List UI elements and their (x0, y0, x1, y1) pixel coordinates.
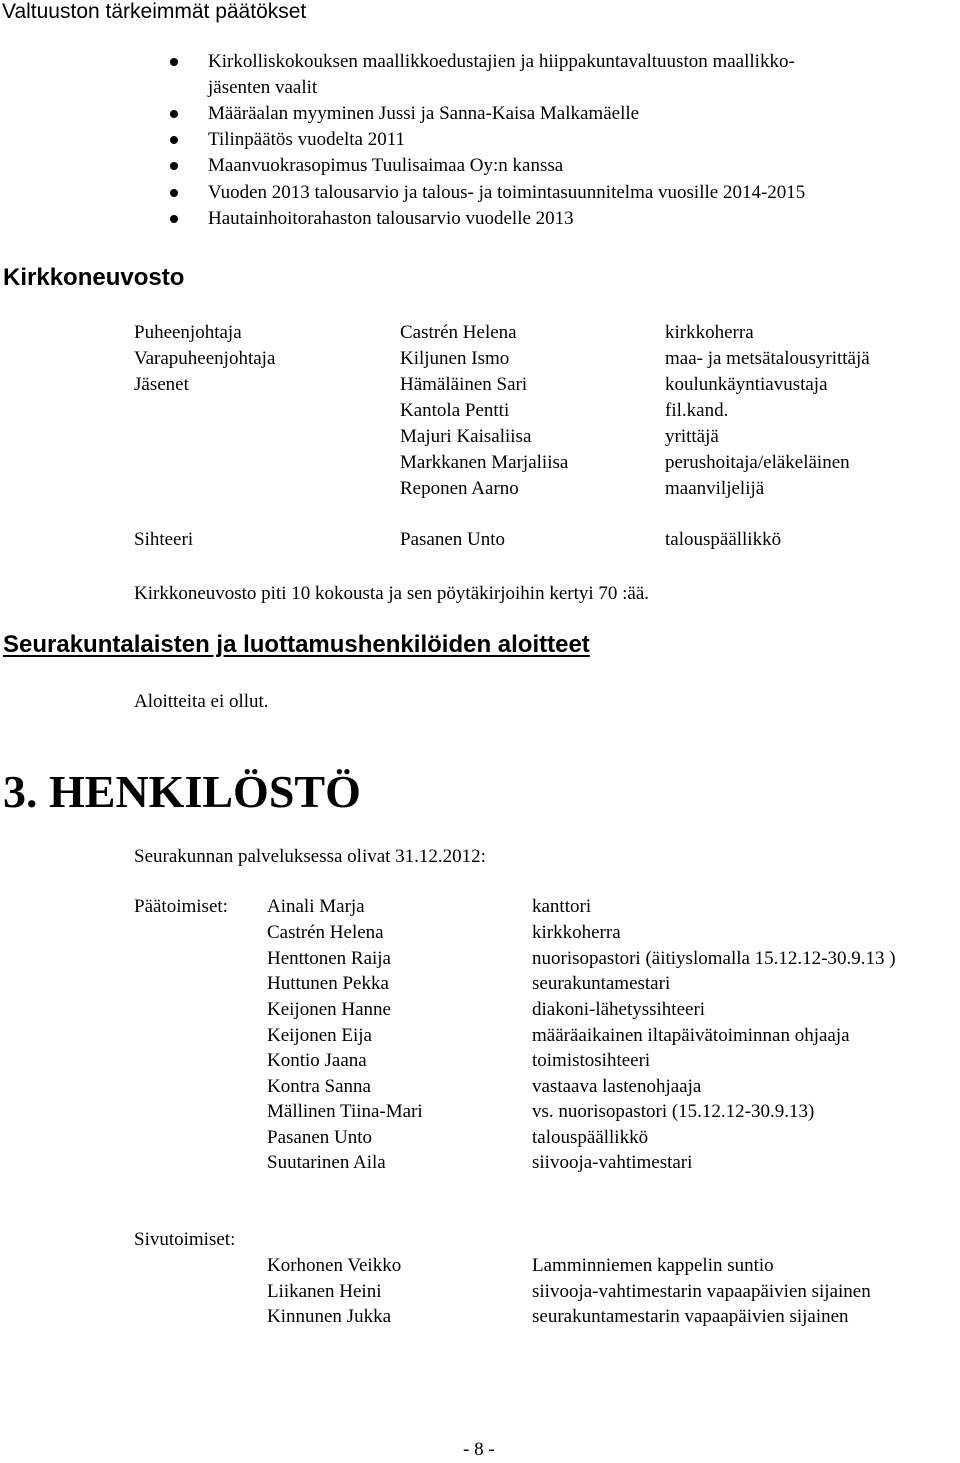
staff-title: siivooja-vahtimestari (532, 1152, 693, 1173)
staff-title: diakoni-lähetyssihteeri (532, 999, 706, 1020)
member-title: koulunkäyntiavustaja (665, 374, 828, 395)
member-title: yrittäjä (665, 426, 719, 447)
staff-title: nuorisopastori (äitiyslomalla 15.12.12-30.9.13 ) (532, 948, 896, 969)
staff-title: Lamminniemen kappelin suntio (532, 1255, 774, 1276)
staff-name: Suutarinen Aila (267, 1152, 386, 1173)
member-title: talouspäällikkö (665, 529, 782, 550)
section-heading-henkilosto: 3. HENKILÖSTÖ (3, 766, 361, 817)
list-item: Tilinpäätös vuodelta 2011 (208, 129, 406, 150)
staff-name: Kontio Jaana (267, 1050, 367, 1071)
staff-name: Kinnunen Jukka (267, 1306, 392, 1327)
member-role: Jäsenet (134, 374, 189, 395)
staff-title: toimistosihteeri (532, 1050, 651, 1071)
member-title: perushoitaja/eläkeläinen (665, 452, 850, 473)
member-title: kirkkoherra (665, 322, 754, 343)
staff-name: Castrén Helena (267, 922, 384, 943)
member-name: Hämäläinen Sari (400, 374, 528, 395)
member-title: maanviljelijä (665, 478, 765, 499)
member-name: Kantola Pentti (400, 400, 510, 421)
member-role: Puheenjohtaja (134, 322, 242, 343)
member-name: Majuri Kaisaliisa (400, 426, 532, 447)
bullet-icon (170, 215, 178, 223)
list-item: Hautainhoitorahaston talousarvio vuodelle 2013 (208, 208, 574, 229)
section-heading-aloitteet: Seurakuntalaisten ja luottamushenkilöiden aloitteet (3, 631, 590, 658)
staff-name: Kontra Sanna (267, 1076, 371, 1097)
staff-title: kanttori (532, 896, 592, 917)
bullet-icon (170, 136, 178, 144)
staff-name: Mällinen Tiina-Mari (267, 1101, 423, 1122)
staff-title: seurakuntamestarin vapaapäivien sijainen (532, 1306, 849, 1327)
staff-name: Huttunen Pekka (267, 973, 389, 994)
member-name: Reponen Aarno (400, 478, 519, 499)
aloitteet-text: Aloitteita ei ollut. (134, 691, 269, 712)
staff-title: vastaava lastenohjaaja (532, 1076, 702, 1097)
member-name: Markkanen Marjaliisa (400, 452, 569, 473)
staff-intro: Seurakunnan palveluksessa olivat 31.12.2012: (134, 846, 486, 867)
staff-title: siivooja-vahtimestarin vapaapäivien sijainen (532, 1281, 871, 1302)
section-heading-valtuusto: Valtuuston tärkeimmät päätökset (2, 0, 307, 23)
member-title: fil.kand. (665, 400, 729, 421)
member-role: Varapuheenjohtaja (134, 348, 276, 369)
staff-name: Korhonen Veikko (267, 1255, 402, 1276)
staff-title: vs. nuorisopastori (15.12.12-30.9.13) (532, 1101, 815, 1122)
fulltime-label: Päätoimiset: (134, 896, 228, 917)
staff-title: kirkkoherra (532, 922, 621, 943)
list-item: Maanvuokrasopimus Tuulisaimaa Oy:n kanssa (208, 155, 564, 176)
member-name: Pasanen Unto (400, 529, 506, 550)
staff-name: Keijonen Hanne (267, 999, 391, 1020)
member-name: Castrén Helena (400, 322, 517, 343)
member-title: maa- ja metsätalousyrittäjä (665, 348, 870, 369)
staff-name: Ainali Marja (267, 896, 365, 917)
page-number: - 8 - (463, 1439, 495, 1460)
staff-name: Liikanen Heini (267, 1281, 382, 1302)
bullet-icon (170, 189, 178, 197)
list-item-continuation: jäsenten vaalit (208, 77, 318, 98)
list-item: Vuoden 2013 talousarvio ja talous- ja toimintasuunnitelma vuosille 2014-2015 (208, 182, 806, 203)
staff-name: Pasanen Unto (267, 1127, 373, 1148)
member-name: Kiljunen Ismo (400, 348, 510, 369)
staff-title: seurakuntamestari (532, 973, 671, 994)
staff-title: määräaikainen iltapäivätoiminnan ohjaaja (532, 1025, 850, 1046)
staff-name: Keijonen Eija (267, 1025, 372, 1046)
bullet-icon (170, 162, 178, 170)
bullet-icon (170, 58, 178, 66)
kirkkoneuvosto-summary: Kirkkoneuvosto piti 10 kokousta ja sen pöytäkirjoihin kertyi 70 :ää. (134, 583, 650, 604)
list-item: Kirkolliskokouksen maallikkoedustajien ja hiippakuntavaltuuston maallikko- (208, 51, 795, 72)
staff-title: talouspäällikkö (532, 1127, 649, 1148)
staff-name: Henttonen Raija (267, 948, 391, 969)
section-heading-kirkkoneuvosto: Kirkkoneuvosto (3, 264, 185, 291)
bullet-icon (170, 110, 178, 118)
parttime-label: Sivutoimiset: (134, 1229, 236, 1250)
member-role: Sihteeri (134, 529, 194, 550)
list-item: Määräalan myyminen Jussi ja Sanna-Kaisa Malkamäelle (208, 103, 640, 124)
